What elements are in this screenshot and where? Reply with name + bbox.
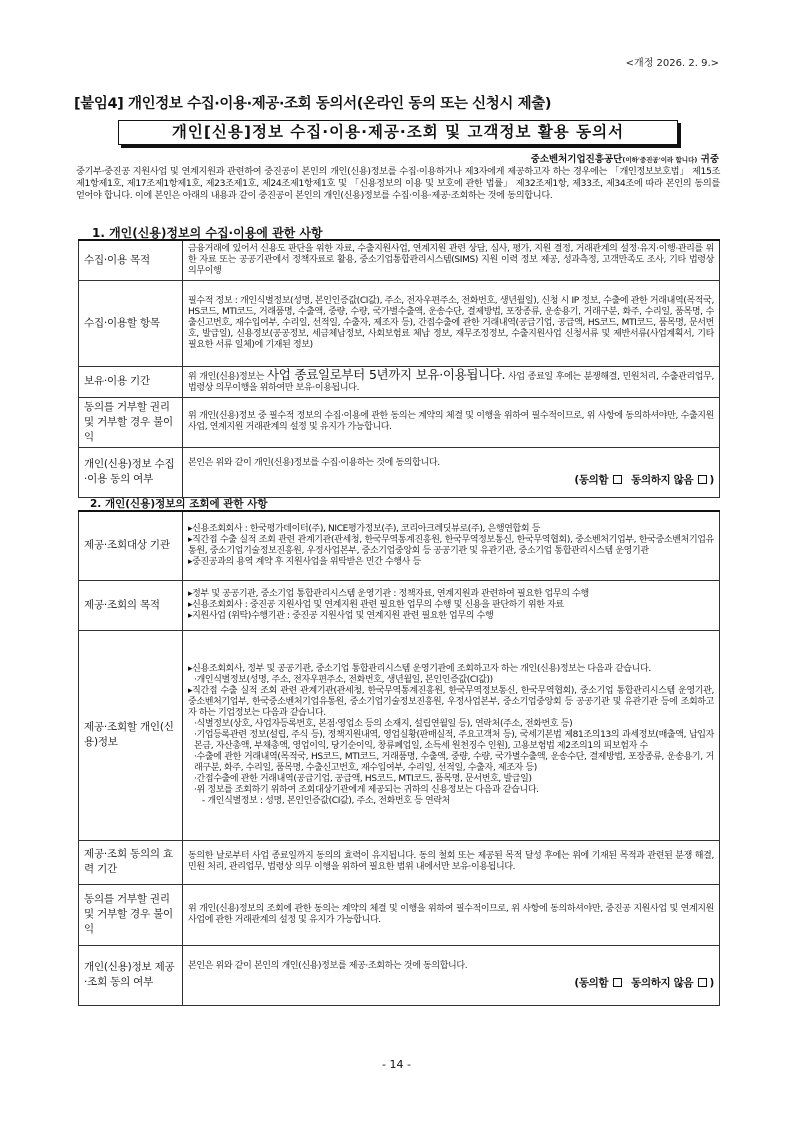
retention-highlight: 사업 종료일로부터 5년까지 보유·이용됩니다. [267,367,506,382]
table-row [79,630,720,840]
table-row [79,397,720,447]
row-content [183,447,720,497]
row-content: ▸신용조회회사 : 한국평가데이터(주), NICE평가정보(주), 코리아크레딧뷰로(주), 은행연합회 등 ▸직간접 수출 실적 조회 관련 관계기관(관세청, 한국무역통계진흥원, 한국무역정보통신, 한국무역협회), 중소벤처기업부, 한국중소벤처기업유통원, 중소기업기술정보진흥원, 우정사업본부, 중소기업중앙회 등 공공기관 및 유관기관, 중소기업 통합관리시스템 운영기관 ▸중진공과의 용역 계약 후 지원사업을 위탁받은 민간 수행사 등 [183,511,720,580]
consent-choice: (동의함 동의하지 않음 ) [574,474,714,486]
row-label: 수집·이용 목적 [79,240,183,280]
section2-title: 2. 개인(신용)정보의 조회에 관한 사항 [90,498,268,510]
disagree-checkbox[interactable] [698,475,707,484]
revision-date: <개정 2026. 2. 9.> [625,58,719,69]
row-content: 동의한 날로부터 사업 종료일까지 동의의 효력이 유지됩니다. 동의 철회 또는 제공된 목적 달성 후에는 위에 기재된 목적과 관련된 분쟁 해결, 민원 처리, 관리업무, 법령상 의무 이행을 위하여 필요한 범위 내에서만 보유·이용됩니다. [183,840,720,884]
row-label: 제공·조회의 목적 [79,580,183,630]
row-label: 제공·조회할 개인(신용)정보 [79,630,183,840]
table-row [79,884,720,945]
table-row [79,447,720,497]
attachment-title: [붙임4] 개인정보 수집·이용·제공·조회 동의서(온라인 동의 또는 신청시 제출) [74,96,552,112]
agree-checkbox[interactable] [613,475,622,484]
table-row [79,945,720,1005]
row-content [183,945,720,1005]
consent-statement: 본인은 위와 같이 개인(신용)정보를 수집·이용하는 것에 동의합니다. [188,458,440,468]
disagree-checkbox[interactable] [698,978,707,987]
agree-checkbox[interactable] [613,978,622,987]
row-label: 제공·조회 동의의 효력 기간 [79,840,183,884]
table-row [79,366,720,397]
row-label: 수집·이용할 항목 [79,280,183,366]
row-content: 금융거래에 있어서 신용도 판단을 위한 자료, 수출지원사업, 연계지원 관련 상담, 심사, 평가, 지원 결정, 거래관계의 설정·유지·이행·관리를 위한 자료 또는 공공기관에서 정책자료로 활용, 중소기업통합관리시스템(SIMS) 지원 이력 정보 제공, 성과측정, 고객만족도 조사, 기타 법령상 의무이행 [183,240,720,280]
form-title: 개인[신용]정보 수집·이용·제공·조회 및 고객정보 활용 동의서 [118,120,678,145]
row-content: 위 개인(신용)정보 중 필수적 정보의 수집·이용에 관한 동의는 계약의 체결 및 이행을 위하여 필수적이므로, 위 사항에 동의하셔야만, 수출지원사업, 연계지원 거래관계의 설정 및 유지가 가능합니다. [183,397,720,447]
row-content: ▸신용조회회사, 정부 및 공공기관, 중소기업 통합관리시스템 운영기관에 조회하고자 하는 개인(신용)정보는 다음과 같습니다. ·개인식별정보(성명, 주소, 전자우편주소, 전화번호, 생년월일, 본인인증값(CI값)) ▸직간접 수출 실적 조회 관련 관계기관(관세청, 한국무역통계진흥원, 한국무역정보통신, 한국무역협회), 중소기업 통합관리시스템 운영기관, 중소벤처기업부, 한국중소벤처기업유통원, 중소기업기술정보진흥원, 우정사업본부, 중소기업중앙회 등 공공기관 및 유관기관 등에 조회하고자 하는 기업정보는 다음과 같습니다. ·식별정보(상호, 사업자등록번호, 본점·영업소 등의 소재지, 설립연월일 등), 연락처(주소, 전화번호 등) ·기업등록관련 정보(설립, 주식 등), 정책지원내역, 영업실황(판매실적, 주요고객처 등), 국세기본법 제81조의13의 과세정보(매출액, 납입자본금, 자산총액, 부채총액, 영업이익, 당기순이익, 창류폐업일, 소득세 원천징수 인원), 고용보험법 제2조의1의 피보험자 수 ·수출에 관한 거래내역(목적국, HS코드, MTI코드, 거래품명, 수출액, 중량, 수량, 국가별수출액, 운송수단, 결제방법, 포장종류, 운송용기, 거래구분, 화주, 수리일, 품목명, 수출신고번호, 재수입여부, 수리일, 선적일, 수출자, 제조자 등) ·간접수출에 관한 거래내역(공급기업, 공급액, HS코드, MTI코드, 품목명, 문서번호, 발급일) ·위 정보를 조회하기 위하여 조회대상기관에게 제공되는 귀하의 신용정보는 다음과 같습니다. - 개인식별정보 : 성명, 본인인증값(CI값), 주소, 전화번호 등 연락처 [183,630,720,840]
row-label: 동의를 거부할 권리 및 거부할 경우 불이익 [79,884,183,945]
retention-pre: 위 개인(신용)정보는 [188,372,267,382]
row-label: 보유·이용 기간 [79,366,183,397]
intro-paragraph: 중기부·중진공 지원사업 및 연계지원과 관련하여 중진공이 본인의 개인(신용)정보를 수집·이용하거나 제3자에게 제공하고자 하는 경우에는 「개인정보보호법」 제15조제1항제1호, 제17조제1항제1호, 제23조제1호, 제24조제1항제1호 및 「신용정보의 이용 및 보호에 관한 법률」 제32조제1항, 제33조, 제34조에 따라 본인의 동의를 얻어야 합니다. 이에 본인은 아래의 내용과 같이 중진공이 본인의 개인(신용)정보를 수집·이용·제공·조회하는 것에 동의합니다. [76,166,720,201]
section1-title: 1. 개인(신용)정보의 수집·이용에 관한 사항 [92,226,323,240]
retention-post: 사업 종료일 후에는 분쟁해결, 민원처리, 수출관리업무, 법령상 의무이행을 위하여만 보유·이용됩니다. [188,372,714,393]
row-label: 동의를 거부할 권리 및 거부할 경우 불이익 [79,397,183,447]
row-label: 개인(신용)정보 수집·이용 동의 여부 [79,447,183,497]
section1-table [78,239,720,498]
row-content: 필수적 정보 : 개인식별정보(성명, 본인인증값(CI값), 주소, 전자우편주소, 전화번호, 생년월일), 신청 시 IP 정보, 수출에 관한 거래내역(목적국, HS코드, MTI코드, 거래품명, 수출액, 중량, 수량, 국가별수출액, 운송수단, 결제방법, 포장종류, 운송용기, 거래구분, 화주, 수리일, 품목명, 수출신고번호, 재수입여부, 수리일, 선적일, 수출자, 제조자 등), 간접수출에 관한 거래내역(공급기업, 공급액, HS코드, MTI코드, 품목명, 문서번호, 발급일), 신용정보(공공정보, 세금체납정보, 사회보험료 체납 정보, 재무조정정보, 수출지원사업 신청서류 및 제반서류(사업계획서, 기타 필요한 서류 일체)에 기재된 정보) [183,280,720,366]
row-label: 제공·조회대상 기관 [79,511,183,580]
table-row [79,511,720,580]
agency-name: 중소벤처기업진흥공단 [530,154,623,165]
row-content: ▸정부 및 공공기관, 중소기업 통합관리시스템 운영기관 : 정책자료, 연계지원과 관련하여 필요한 업무의 수행 ▸신용조회회사 : 중진공 지원사업 및 연계지원 관련 필요한 업무의 수행 및 신용을 판단하기 위한 자료 ▸지원사업 (위탁)수행기관 : 중진공 지원사업 및 연계지원 관련 필요한 업무의 수행 [183,580,720,630]
table-row [79,580,720,630]
table-row [79,240,720,280]
agency-note: (이하'중진공'이라 합니다) [622,156,698,164]
table-row [79,840,720,884]
agency-suffix: 귀중 [697,154,719,165]
row-content: 위 개인(신용)정보의 조회에 관한 동의는 계약의 체결 및 이행을 위하여 필수적이므로, 위 사항에 동의하셔야만, 중진공 지원사업 및 연계지원 사업에 관한 거래관계의 설정 및 유지가 가능합니다. [183,884,720,945]
agency-line [531,151,719,165]
consent-statement: 본인은 위와 같이 본인의 개인(신용)정보를 제공·조회하는 것에 동의합니다. [188,961,468,971]
page-number: - 14 - [382,1058,411,1071]
consent-choice: (동의함 동의하지 않음 ) [574,977,714,989]
section2-table [78,510,720,1006]
row-label: 개인(신용)정보 제공·조회 동의 여부 [79,945,183,1005]
row-content [183,366,720,397]
table-row [79,280,720,366]
